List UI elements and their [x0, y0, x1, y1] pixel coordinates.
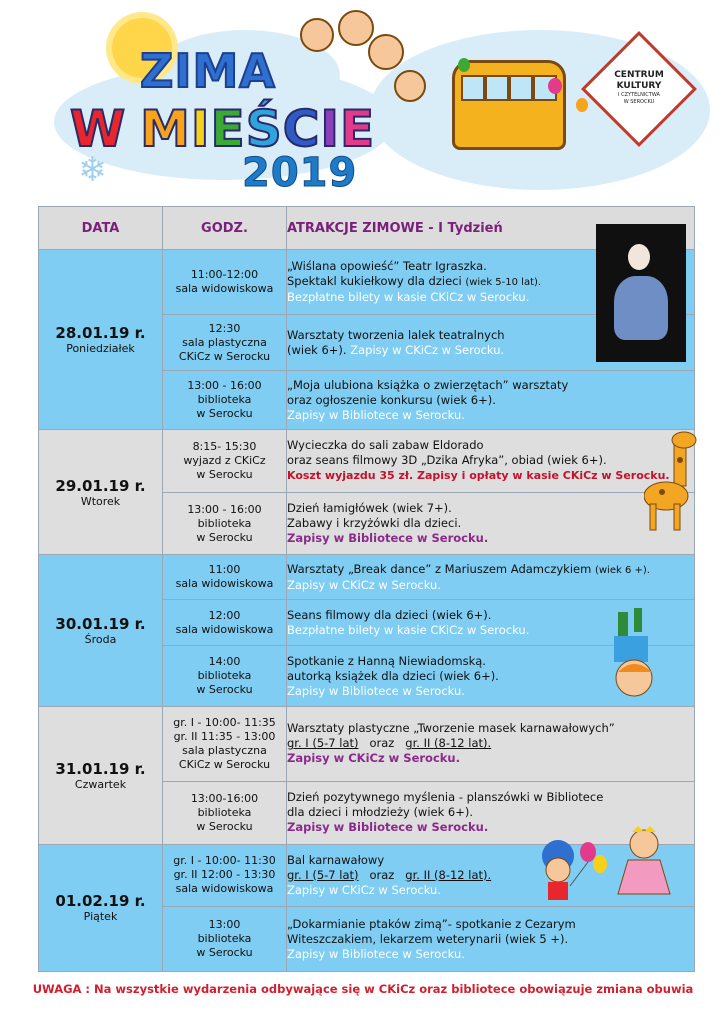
balloon-icon — [548, 78, 562, 94]
cost-info: Koszt wyjazdu 35 zł. Zapisy i opłaty w kasie CKiCz w Serocku. — [287, 469, 670, 483]
date-cell — [39, 429, 163, 554]
age-note: (wiek 6 +). — [594, 564, 650, 576]
time-line: biblioteka — [197, 393, 252, 407]
time-line: w Serocku — [196, 467, 253, 481]
attraction-text: Bal karnawałowy — [287, 852, 385, 867]
time-line: 13:00 - 16:00 — [187, 379, 262, 393]
column-header-time: GODZ. — [163, 207, 287, 250]
attraction-text: Zabawy i krzyżówki dla dzieci. — [287, 516, 462, 530]
signup-info: Zapisy w Bibliotece w Serocku. — [287, 683, 465, 698]
table-row — [39, 555, 695, 599]
attraction-text: dla dzieci i młodzieży (wiek 6+). — [287, 805, 474, 820]
signup-info: Zapisy w Bibliotece w Serocku. — [287, 820, 489, 835]
time-line: 12:30 — [208, 321, 241, 335]
group-conjunction: oraz — [369, 867, 395, 882]
child-figure — [368, 34, 404, 70]
attraction-text: Warsztaty tworzenia lalek teatralnych — [287, 327, 505, 342]
time-cell — [163, 555, 287, 599]
time-line: w Serocku — [196, 946, 253, 960]
time-line: w Serocku — [196, 530, 253, 544]
time-line: 12:00 — [208, 608, 241, 622]
child-figure — [338, 10, 374, 46]
column-header-date: DATA — [39, 207, 163, 250]
attraction-line — [287, 453, 694, 468]
attraction-line — [287, 343, 594, 358]
time-line: 11:00-12:00 — [190, 267, 259, 281]
attraction-text: „Dokarmianie ptaków zimą”- spotkanie z Cezarym — [287, 916, 576, 931]
bus-illustration — [452, 60, 566, 150]
title-letter: E — [210, 100, 246, 158]
time-line: 13:00 - 16:00 — [187, 502, 262, 516]
time-line: w Serocku — [196, 819, 253, 833]
time-cell — [163, 707, 287, 782]
attraction-line — [287, 501, 694, 516]
weekday: Środa — [84, 633, 117, 647]
title-letter: M — [140, 100, 191, 158]
time-line: 13:00 — [208, 918, 241, 932]
title-zima: ZIMA — [140, 44, 276, 98]
time-cell — [163, 844, 287, 907]
title-letter: I — [190, 100, 211, 158]
giraffe-illustration — [644, 430, 700, 534]
time-line: w Serocku — [196, 683, 253, 697]
signup-info: Bezpłatne bilety w kasie CKiCz w Serocku. — [287, 289, 530, 304]
age-group: gr. II (8-12 lat). — [405, 867, 492, 882]
time-line: sala plastyczna — [182, 335, 267, 349]
title-letter: W — [70, 100, 127, 158]
time-line: gr. I - 10:00- 11:35 — [173, 715, 276, 729]
attraction-text: Seans filmowy dla dzieci (wiek 6+). — [287, 607, 492, 622]
attraction-line — [287, 328, 594, 343]
age-note: (wiek 6+). — [287, 342, 347, 357]
logo-line1: CENTRUM — [614, 70, 664, 80]
time-line: CKiCz w Serocku — [178, 757, 271, 771]
title-letter: E — [340, 100, 376, 158]
time-line: sala widowiskowa — [175, 622, 274, 636]
date-cell — [39, 844, 163, 971]
attraction-line — [287, 790, 694, 805]
time-line: gr. II 11:35 - 13:00 — [173, 729, 276, 743]
attraction-cell — [287, 707, 695, 782]
attraction-line — [287, 378, 594, 393]
age-group: gr. II (8-12 lat). — [405, 736, 492, 751]
attraction-text: „Wiślana opowieść” Teatr Igraszka. — [287, 258, 487, 273]
signup-info: Bezpłatne bilety w kasie CKiCz w Serocku. — [287, 622, 530, 637]
time-line: gr. II 12:00 - 13:30 — [173, 868, 276, 882]
attraction-line — [287, 274, 594, 290]
signup-info: Zapisy w CKiCz w Serocku. — [350, 342, 505, 357]
attraction-text: oraz seans filmowy 3D „Dzika Afryka”, obiad (wiek 6+). — [287, 453, 607, 468]
time-cell — [163, 907, 287, 972]
logo-line3: I CZYTELNICTWA — [618, 92, 660, 98]
group-conjunction: oraz — [369, 736, 395, 751]
signup-info: Zapisy w CKiCz w Serocku. — [287, 882, 441, 897]
weekday: Poniedziałek — [66, 341, 135, 355]
age-groups — [287, 736, 694, 751]
attraction-line — [287, 393, 594, 408]
attraction-text: Spektakl kukiełkowy dla dzieci — [287, 273, 462, 288]
princess-illustration — [614, 826, 674, 896]
time-line: sala widowiskowa — [175, 882, 274, 896]
time-line: wyjazd z CKiCz — [183, 453, 266, 467]
attraction-line — [287, 259, 594, 274]
signup-info: Zapisy w Bibliotece w Serocku. — [287, 531, 489, 545]
snowflake-icon: ❄ — [78, 150, 107, 190]
time-line: biblioteka — [197, 669, 252, 683]
time-line: gr. I - 10:00- 11:30 — [173, 854, 276, 868]
weekday: Piątek — [83, 910, 118, 924]
signup-info: Zapisy w Bibliotece w Serocku. — [287, 946, 465, 961]
time-line: sala plastyczna — [182, 743, 267, 757]
attraction-line — [287, 932, 694, 947]
title-letter: I — [320, 100, 341, 158]
attraction-line — [287, 562, 694, 578]
attraction-line — [287, 721, 694, 736]
time-line: sala widowiskowa — [175, 577, 274, 591]
title-letter: C — [282, 100, 321, 158]
attraction-line — [287, 805, 694, 820]
breakdance-kid-illustration — [600, 606, 670, 702]
logo-line4: W SEROCKU — [623, 99, 655, 105]
age-group: gr. I (5-7 lat) — [287, 867, 359, 882]
signup-info: Zapisy w CKiCz w Serocku. — [287, 751, 460, 766]
age-note: (wiek 5-10 lat). — [465, 276, 542, 288]
time-line: 13:00-16:00 — [190, 791, 259, 805]
balloon-icon — [576, 98, 588, 112]
attraction-cell — [287, 555, 695, 599]
title-letter: Ś — [245, 100, 283, 158]
signup-info: Zapisy w CKiCz w Serocku. — [287, 577, 441, 592]
title-year: 2019 — [242, 150, 358, 196]
time-cell — [163, 599, 287, 646]
time-cell — [163, 429, 287, 492]
child-figure — [394, 70, 426, 102]
date-cell — [39, 707, 163, 845]
attraction-text: Warsztaty „Break dance” z Mariuszem Adamczykiem — [287, 561, 592, 576]
footer-note: UWAGA : Na wszystkie wydarzenia odbywające się w CKiCz oraz bibliotece obowiązuje zmiana obuwia — [32, 982, 694, 996]
time-line: 14:00 — [208, 655, 241, 669]
attraction-line — [287, 438, 694, 453]
attraction-cell — [287, 907, 695, 972]
weekday: Wtorek — [80, 494, 121, 508]
attraction-text: autorką książek dla dzieci (wiek 6+). — [287, 668, 499, 683]
time-cell — [163, 371, 287, 430]
date-value: 31.01.19 r. — [55, 759, 146, 778]
logo-line2: KULTURY — [616, 81, 662, 91]
attraction-text: Wycieczka do sali zabaw Eldorado — [287, 438, 484, 453]
date-value: 29.01.19 r. — [55, 476, 146, 495]
kid-balloons-illustration — [530, 836, 610, 908]
attraction-cell — [287, 429, 695, 492]
time-cell — [163, 492, 287, 555]
attraction-text: oraz ogłoszenie konkursu (wiek 6+). — [287, 392, 496, 407]
time-line: 11:00 — [208, 563, 241, 577]
time-line: biblioteka — [197, 805, 252, 819]
attraction-line — [287, 516, 694, 531]
child-figure — [300, 18, 334, 52]
time-cell — [163, 250, 287, 315]
attraction-line — [287, 917, 694, 932]
logo — [600, 70, 678, 106]
attraction-text: Dzień łamigłówek (wiek 7+). — [287, 501, 452, 515]
attraction-text: „Moja ulubiona książka o zwierzętach” warsztaty — [287, 377, 569, 392]
time-cell — [163, 646, 287, 707]
signup-info: Zapisy w Bibliotece w Serocku. — [287, 407, 465, 422]
date-value: 28.01.19 r. — [55, 323, 146, 342]
header — [0, 0, 724, 205]
table-row — [39, 707, 695, 782]
balloon-icon — [458, 58, 470, 72]
attraction-cell — [287, 492, 695, 555]
time-line: CKiCz w Serocku — [178, 349, 271, 363]
time-line: biblioteka — [197, 932, 252, 946]
date-value: 01.02.19 r. — [55, 892, 146, 911]
attraction-cell — [287, 371, 695, 430]
attraction-text: Dzień pozytywnego myślenia - planszówki w Bibliotece — [287, 790, 604, 805]
puppet-photo — [596, 224, 686, 362]
date-cell — [39, 250, 163, 430]
date-cell — [39, 555, 163, 707]
time-line: w Serocku — [196, 407, 253, 421]
date-value: 30.01.19 r. — [55, 615, 146, 634]
time-line: 8:15- 15:30 — [192, 439, 257, 453]
attraction-text: Warsztaty plastyczne „Tworzenie masek karnawałowych” — [287, 721, 615, 736]
time-line: biblioteka — [197, 516, 252, 530]
time-line: sala widowiskowa — [175, 281, 274, 295]
time-cell — [163, 781, 287, 844]
column-header-attractions: ATRAKCJE ZIMOWE - I Tydzień — [287, 207, 695, 250]
weekday: Czwartek — [74, 777, 127, 791]
age-group: gr. I (5-7 lat) — [287, 736, 359, 751]
attraction-text: Spotkanie z Hanną Niewiadomską. — [287, 653, 486, 668]
attraction-text: Witeszczakiem, lekarzem weterynarii (wiek 5 +). — [287, 931, 569, 946]
time-cell — [163, 314, 287, 371]
table-row — [39, 429, 695, 492]
